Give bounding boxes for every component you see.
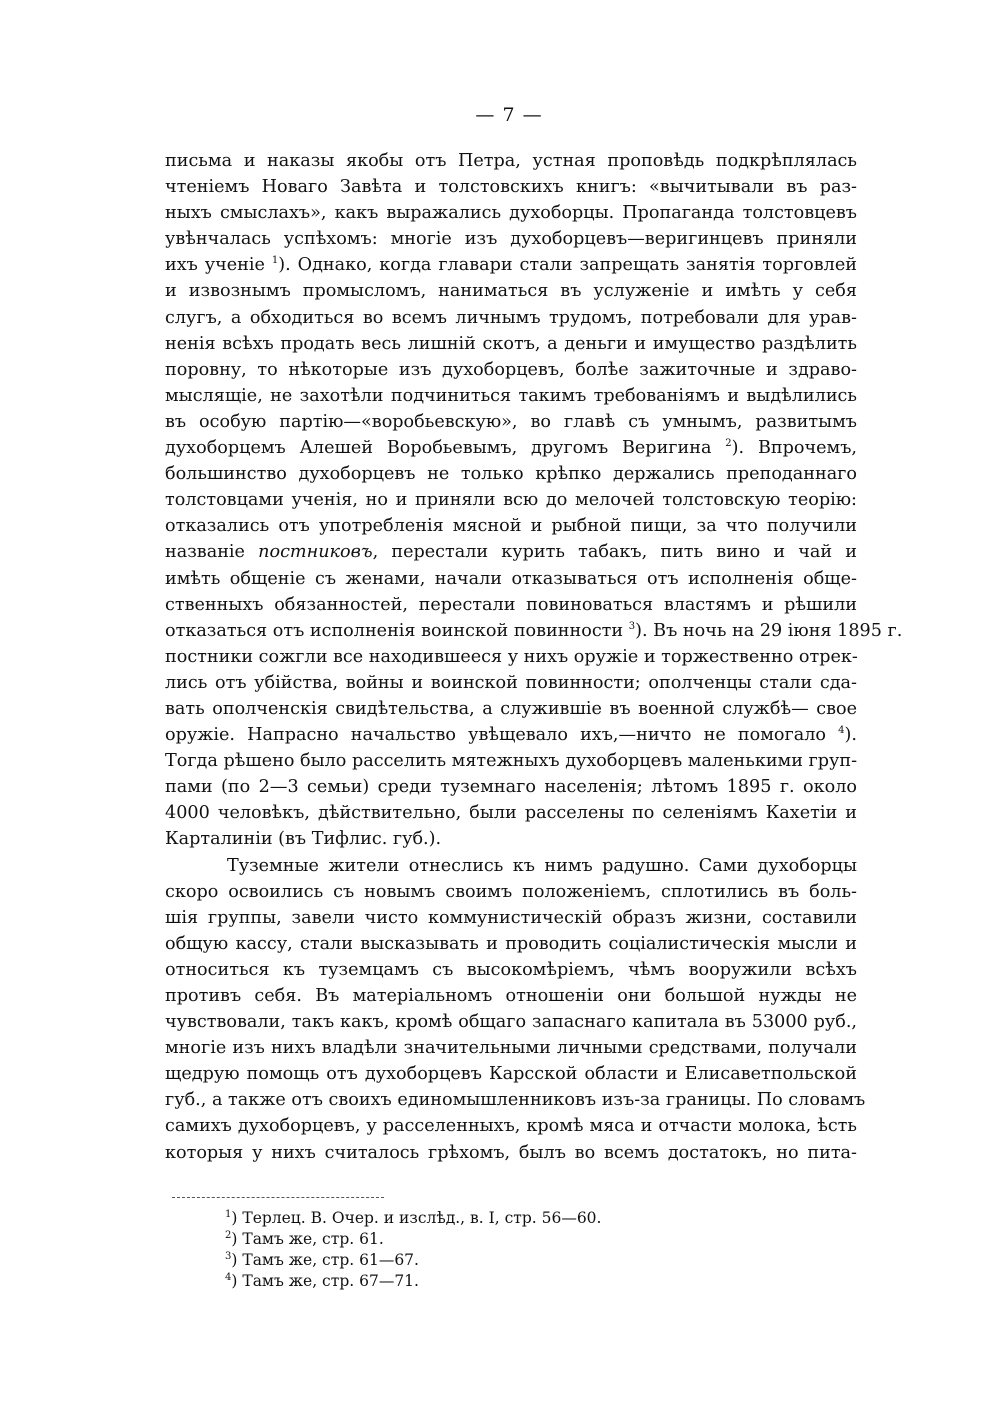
- line-text: поровну, то нѣкоторые изъ духоборцевъ, болѣе зажиточные и здраво-: [165, 359, 857, 380]
- text-line: [165, 409, 857, 435]
- footnotes: [225, 1208, 601, 1292]
- footnote-mark: 2: [225, 1229, 232, 1241]
- line-text: шія группы, завели чисто коммунистическій образъ жизни, составили: [165, 907, 857, 928]
- line-text: постники сожгли все находившееся у нихъ оружіе и торжественно отрек-: [165, 646, 858, 667]
- text-line: [165, 383, 857, 409]
- text-line: [165, 226, 857, 252]
- footnote-ref: 3: [628, 620, 636, 632]
- line-text: слугъ, а обходиться во всемъ личнымъ трудомъ, потребовали для урав-: [165, 307, 857, 328]
- line-text: мыслящіе, не захотѣли подчиниться такимъ требованіямъ и выдѣлились: [165, 385, 857, 406]
- line-text-continued: ).: [844, 725, 857, 746]
- text-line: [165, 905, 857, 931]
- text-line: [165, 722, 857, 748]
- text-line: [165, 1061, 857, 1087]
- footnote-ref: 4: [838, 725, 845, 737]
- line-text: увѣнчалась успѣхомъ: многіе изъ духоборцевъ—веригинцевъ приняли: [165, 229, 857, 250]
- emphasized-term: постниковъ: [258, 542, 373, 563]
- text-line: [165, 1087, 866, 1113]
- text-line: [165, 435, 857, 461]
- text-line: [165, 539, 857, 565]
- line-text: самихъ духоборцевъ, у расселенныхъ, кромѣ мяса и отчасти молока, ѣсть: [165, 1116, 857, 1137]
- line-text: губ., а также отъ своихъ единомышленниковъ изъ-за границы. По словамъ: [165, 1090, 866, 1111]
- line-text: и извознымъ промысломъ, наниматься въ услуженіе и имѣть у себя: [165, 281, 857, 302]
- text-line: [165, 513, 857, 539]
- line-text: отказались отъ употребленія мясной и рыбной пищи, за что получили: [165, 516, 857, 537]
- body-text: [165, 148, 903, 1166]
- text-line: [165, 618, 903, 644]
- text-line: [165, 461, 857, 487]
- footnote-text: ) Тамъ же, стр. 67—71.: [231, 1272, 419, 1290]
- line-text-continued: ). Впрочемъ,: [731, 438, 857, 459]
- text-line: [165, 826, 857, 852]
- text-line: [165, 1035, 857, 1061]
- text-line: [165, 931, 857, 957]
- line-text: большинство духоборцевъ не только крѣпко держались преподаннаго: [165, 464, 857, 485]
- line-text: общую кассу, стали высказывать и проводить соціалистическія мысли и: [165, 933, 857, 954]
- text-line: [165, 357, 857, 383]
- line-text: имѣть общеніе съ женами, начали отказываться отъ исполненія обще-: [165, 568, 857, 589]
- text-line: [165, 200, 857, 226]
- footnote-ref: 2: [725, 438, 732, 450]
- text-line: [165, 566, 857, 592]
- line-text: ственныхъ обязанностей, перестали повиноваться властямъ и рѣшили: [165, 594, 857, 615]
- footnote-mark: 1: [225, 1208, 232, 1220]
- text-line: [165, 1140, 857, 1166]
- line-text: вать ополченскія свидѣтельства, а служившіе въ военной службѣ— свое: [165, 698, 857, 719]
- line-text: которыя у нихъ считалось грѣхомъ, былъ во всемъ достатокъ, но пита-: [165, 1142, 857, 1163]
- text-line: [165, 853, 857, 879]
- text-line: [165, 800, 857, 826]
- footnote: [225, 1208, 601, 1229]
- line-text: Карталиніи (въ Тифлис. губ.).: [165, 829, 442, 850]
- line-text: въ особую партію—«воробьевскую», во главѣ съ умнымъ, развитымъ: [165, 411, 857, 432]
- text-line: [165, 487, 857, 513]
- footnote-text: ) Тамъ же, стр. 61.: [231, 1230, 384, 1248]
- line-text: чтеніемъ Новаго Завѣта и толстовскихъ книгъ: «вычитывали въ раз-: [165, 177, 857, 198]
- text-line: [165, 957, 857, 983]
- text-line: [165, 644, 857, 670]
- line-text: письма и наказы якобы отъ Петра, устная проповѣдь подкрѣплялась: [165, 151, 857, 171]
- footnote: [225, 1250, 601, 1271]
- line-text: противъ себя. Въ матеріальномъ отношеніи они большой нужды не: [165, 986, 857, 1006]
- line-text: отказаться отъ исполненія воинской повинности: [165, 620, 629, 641]
- text-line: [165, 148, 857, 174]
- line-text: чувствовали, такъ какъ, кромѣ общаго запаснаго капитала въ 53000 руб.,: [165, 1012, 857, 1033]
- line-text: пами (по 2—3 семьи) среди туземнаго населенія; лѣтомъ 1895 г. около: [165, 777, 857, 798]
- line-text: Тогда рѣшено было расселить мятежныхъ духоборцевъ маленькими груп-: [165, 751, 858, 772]
- line-text: Туземные жители отнеслись къ нимъ радушно. Сами духоборцы: [227, 855, 857, 876]
- line-text: относиться къ туземцамъ съ высокомѣріемъ, чѣмъ вооружили всѣхъ: [165, 959, 857, 980]
- line-text: 4000 человѣкъ, дѣйствительно, были расселены по селеніямъ Кахетіи и: [165, 803, 857, 824]
- footnote-text: ) Тамъ же, стр. 61—67.: [231, 1251, 419, 1269]
- footnote: [225, 1229, 601, 1250]
- footnote-separator: [172, 1197, 384, 1198]
- line-text: ныхъ смыслахъ», какъ выражались духоборцы. Пропаганда толстовцевъ: [165, 203, 857, 224]
- line-text: ихъ ученіе: [165, 255, 272, 276]
- line-text-continued: ). Однако, когда главари стали запрещать занятія торговлей: [278, 255, 857, 276]
- text-line: [165, 1009, 857, 1035]
- text-line: [165, 670, 857, 696]
- line-text: щедрую помощь отъ духоборцевъ Карсской области и Елисаветпольской: [165, 1064, 857, 1085]
- line-text: ненія всѣхъ продать весь лишній скотъ, а деньги и имущество раздѣлить: [165, 333, 857, 354]
- footnote-text: ) Терлец. В. Очер. и изслѣд., в. I, стр. 56—60.: [231, 1209, 602, 1227]
- line-text-continued: ). Въ ночь на 29 іюня 1895 г.: [635, 620, 903, 641]
- text-line: [165, 748, 857, 774]
- text-line: [165, 252, 857, 278]
- line-text-continued: , перестали курить табакъ, пить вино и чай и: [372, 542, 857, 563]
- text-line: [165, 696, 857, 722]
- line-text: лись отъ убійства, войны и воинской повинности; ополченцы стали сда-: [165, 672, 857, 693]
- footnote-mark: 3: [225, 1250, 232, 1262]
- line-text: духоборцемъ Алешей Воробьевымъ, другомъ Веригина: [165, 438, 726, 459]
- text-line: [165, 305, 857, 331]
- line-text: многіе изъ нихъ владѣли значительными личными средствами, получали: [165, 1038, 857, 1059]
- footnote-mark: 4: [225, 1271, 232, 1283]
- text-line: [165, 774, 857, 800]
- text-line: [165, 983, 857, 1009]
- footnote-ref: 1: [271, 255, 279, 267]
- text-line: [165, 879, 857, 905]
- text-line: [165, 592, 857, 618]
- footnote: [225, 1271, 601, 1292]
- text-line: [165, 174, 857, 200]
- line-text: скоро освоились съ новымъ своимъ положеніемъ, сплотились въ боль-: [165, 881, 857, 902]
- text-line: [165, 1113, 857, 1139]
- line-text: названіе: [165, 542, 259, 563]
- line-text: оружіе. Напрасно начальство увѣщевало ихъ,—ничто не помогало: [165, 725, 839, 746]
- text-line: [165, 331, 857, 357]
- line-text: толстовцами ученія, но и приняли всю до мелочей толстовскую теорію:: [165, 490, 857, 511]
- page-number: — 7 —: [475, 104, 543, 126]
- text-line: [165, 278, 857, 304]
